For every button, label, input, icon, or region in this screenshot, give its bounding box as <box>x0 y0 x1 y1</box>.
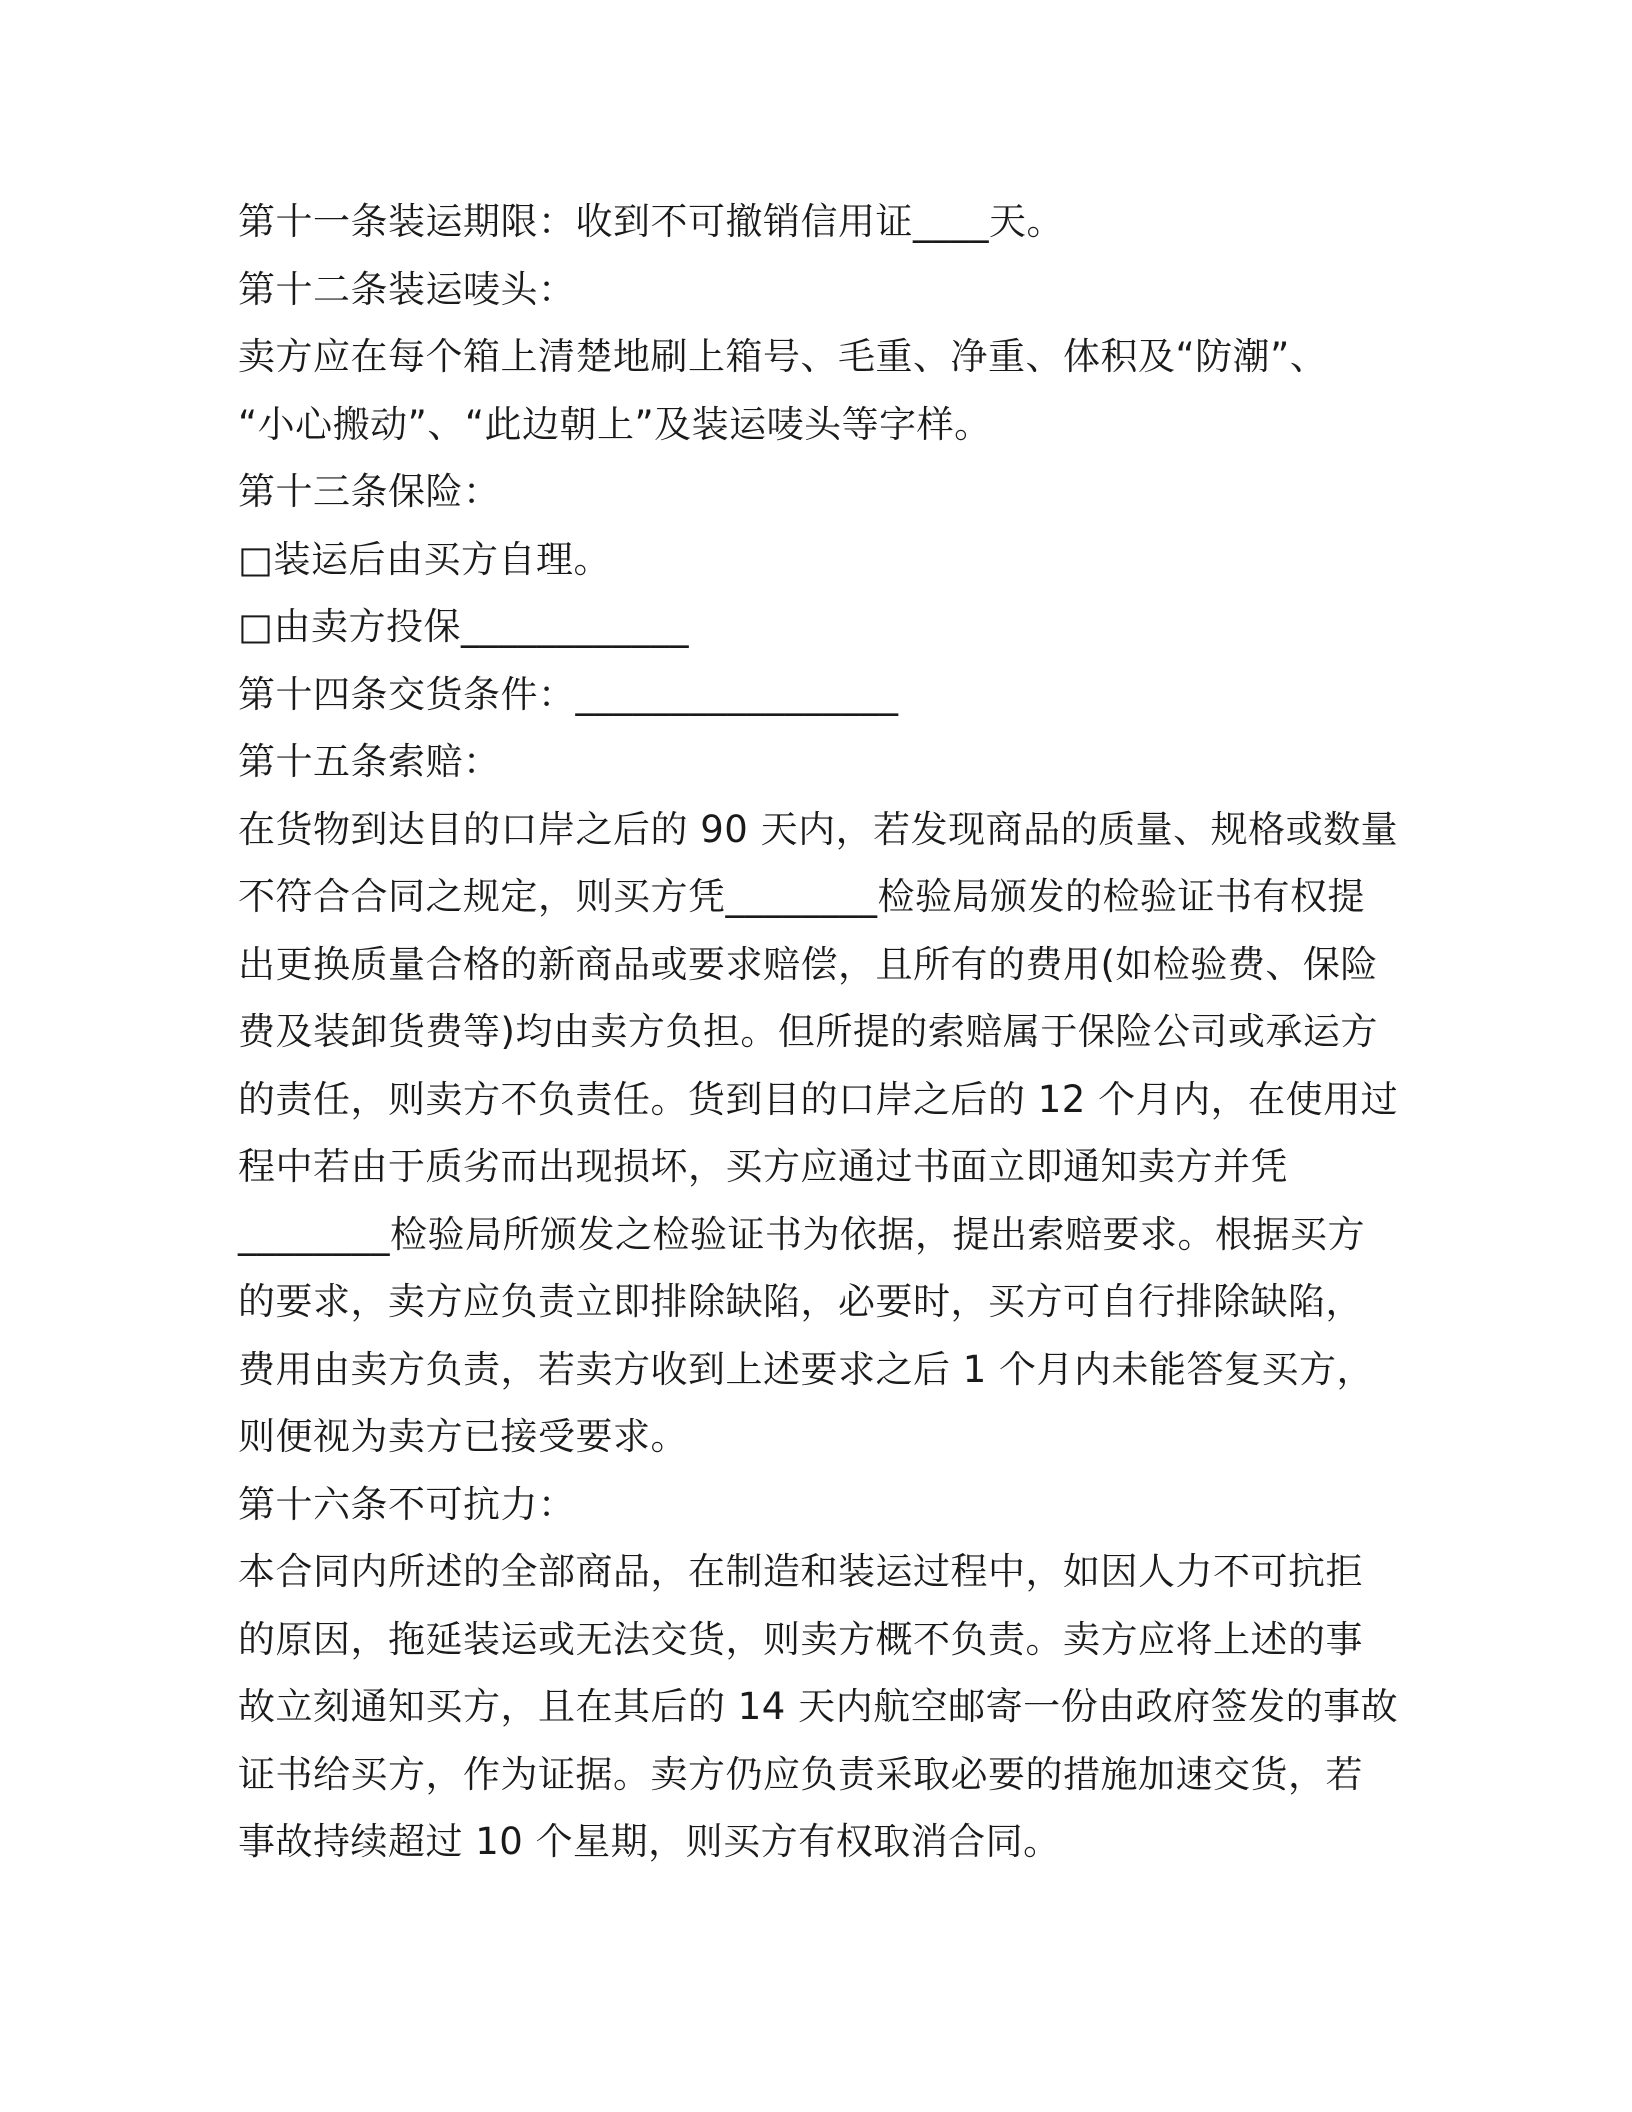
clause-16-heading: 第十六条不可抗力： <box>238 1482 576 1526</box>
clause-13-option-seller: □由卖方投保____________ <box>238 605 689 648</box>
clause-15-heading: 第十五条索赔： <box>238 740 501 783</box>
clause-15-text-line-10: 则便视为卖方已接受要求。 <box>238 1415 688 1458</box>
clause-16-text-line-4: 证书给买方，作为证据。卖方仍应负责采取必要的措施加速交货，若 <box>238 1752 1363 1796</box>
clause-15-text-line-7: ________检验局所颁发之检验证书为依据，提出索赔要求。根据买方 <box>238 1212 1365 1256</box>
clause-16-text-line-5: 事故持续超过 10 个星期，则买方有权取消合同。 <box>238 1820 1061 1863</box>
clause-15-text-line-8: 的要求，卖方应负责立即排除缺陷，必要时，买方可自行排除缺陷， <box>238 1280 1363 1323</box>
clause-16-text-line-2: 的原因，拖延装运或无法交货，则卖方概不负责。卖方应将上述的事 <box>238 1617 1363 1661</box>
clause-13-heading: 第十三条保险： <box>238 470 501 513</box>
clause-15-text-line-4: 费及装卸货费等)均由卖方负担。但所提的索赔属于保险公司或承运方 <box>238 1010 1378 1053</box>
clause-12-heading: 第十二条装运唛头： <box>238 267 576 311</box>
clause-11-shipment-period: 第十一条装运期限：收到不可撤销信用证____天。 <box>238 200 1064 243</box>
clause-15-text-line-6: 程中若由于质劣而出现损坏，买方应通过书面立即通知卖方并凭 <box>238 1145 1288 1188</box>
clause-12-text-line-1: 卖方应在每个箱上清楚地刷上箱号、毛重、净重、体积及“防潮”、 <box>238 335 1328 378</box>
clause-15-text-line-9: 费用由卖方负责，若卖方收到上述要求之后 1 个月内未能答复买方， <box>238 1347 1375 1391</box>
document-body <box>238 188 1398 1876</box>
clause-12-text-line-2: “小心搬动”、“此边朝上”及装运唛头等字样。 <box>238 402 992 446</box>
clause-13-option-buyer: □装运后由买方自理。 <box>238 537 611 581</box>
clause-14-delivery-terms: 第十四条交货条件：_________________ <box>238 672 899 716</box>
clause-16-text-line-1: 本合同内所述的全部商品，在制造和装运过程中，如因人力不可抗拒 <box>238 1550 1363 1593</box>
clause-15-text-line-3: 出更换质量合格的新商品或要求赔偿，且所有的费用(如检验费、保险 <box>238 942 1378 986</box>
clause-15-text-line-1: 在货物到达目的口岸之后的 90 天内，若发现商品的质量、规格或数量 <box>238 807 1399 851</box>
clause-15-text-line-2: 不符合合同之规定，则买方凭________检验局颁发的检验证书有权提 <box>238 875 1365 918</box>
clause-15-text-line-5: 的责任，则卖方不负责任。货到目的口岸之后的 12 个月内，在使用过 <box>238 1077 1399 1121</box>
clause-16-text-line-3: 故立刻通知买方，且在其后的 14 天内航空邮寄一份由政府签发的事故 <box>238 1685 1399 1728</box>
